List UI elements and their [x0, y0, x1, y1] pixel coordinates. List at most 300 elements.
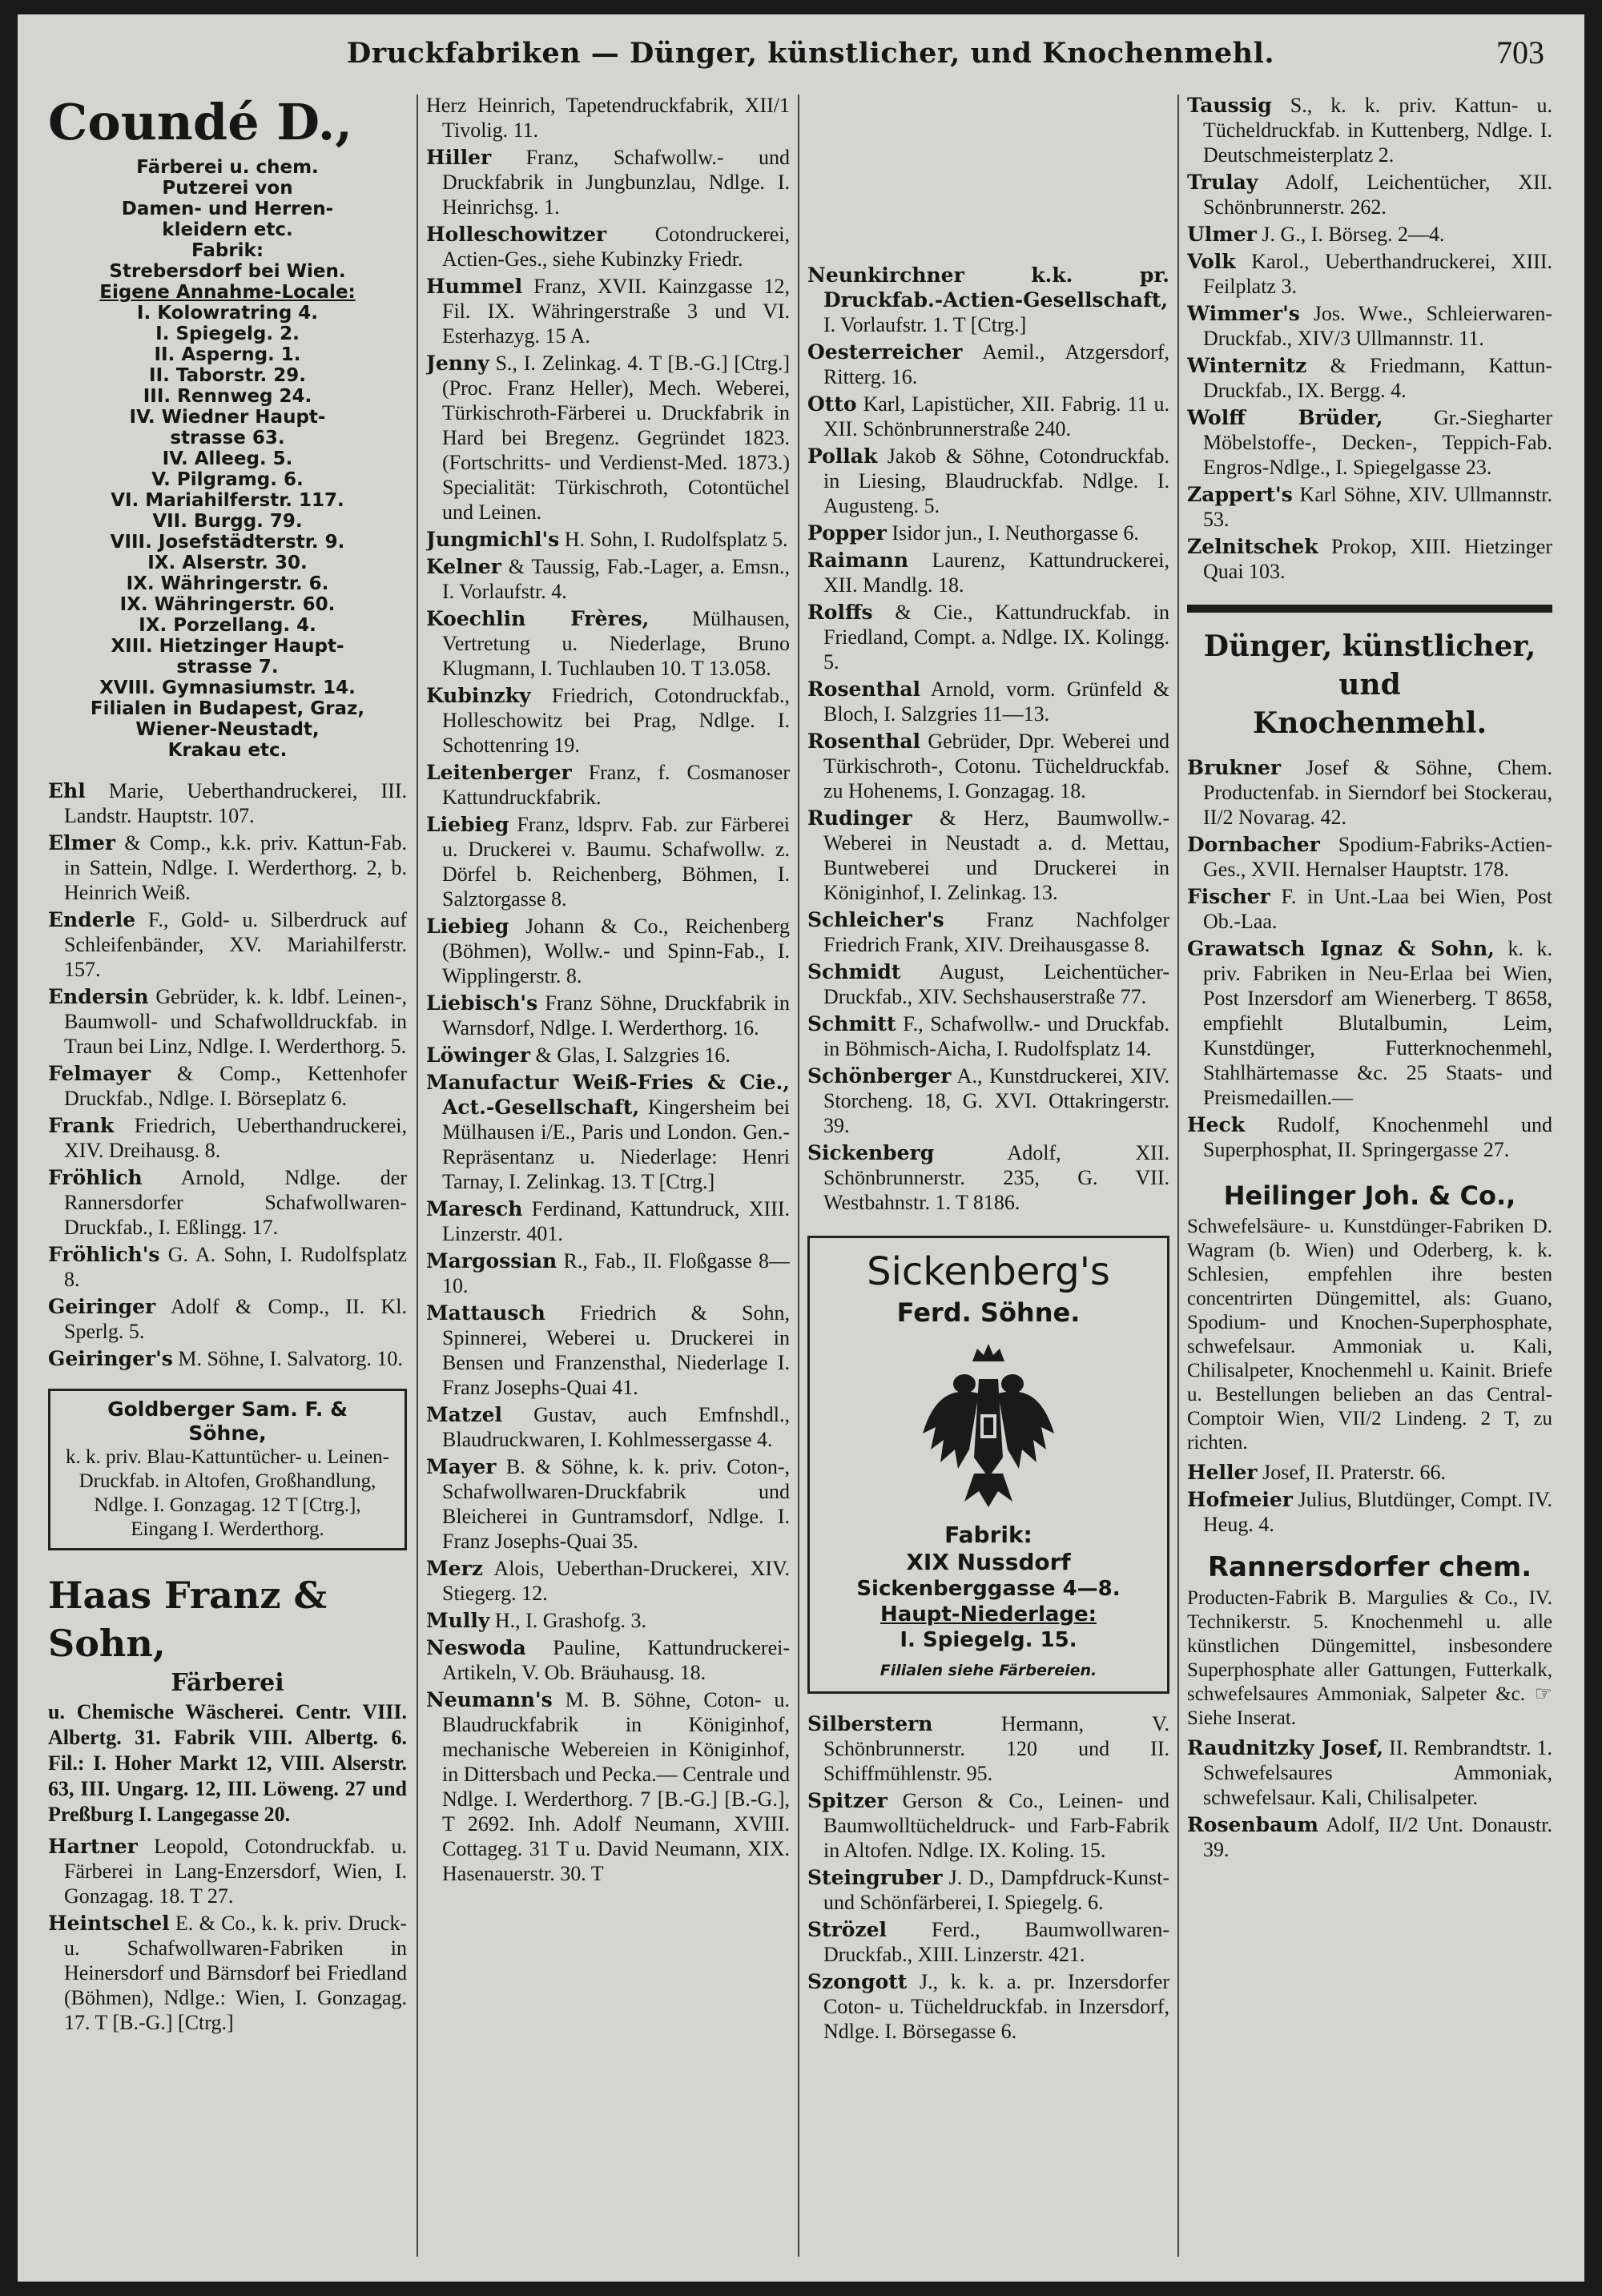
- entry-name: Endersin: [48, 985, 149, 1008]
- directory-entry: [1187, 353, 1552, 403]
- entry-text: M. B. Söhne, Coton- u. Blaudruckfabrik in Königinhof, mechanische Webereien in Königinhof, in Dittersbach und Pecka.— Centrale und Ndlge. I. Werderthorg. 7 [B.-G.] [B.-G.], T 2692. Inh. Adolf Neumann, XVIII. Cottageg. 31 T u. David Neumann, XIX. Hasenauerstr. 30. T: [442, 1688, 790, 1885]
- advert-line: IX. Währingerstr. 6.: [126, 573, 329, 594]
- entry-text: F., Schafwollw.- und Druckfab. in Böhmisch-Aicha, I. Rudolfsplatz 14.: [823, 1012, 1169, 1060]
- advert-title: Rannersdorfer chem.: [1207, 1551, 1532, 1583]
- entry-name: Winternitz: [1187, 354, 1307, 377]
- advert-line: II. Asperng. 1.: [154, 344, 301, 365]
- entry-name: Jungmichl's: [426, 528, 560, 551]
- directory-entry: [807, 1711, 1169, 1786]
- entry-text: Pauline, Kattundruckerei-Artikeln, V. Ob. Bräuhausg. 18.: [442, 1636, 790, 1684]
- entry-name: Rosenthal: [807, 678, 921, 701]
- directory-entry: [426, 991, 790, 1040]
- entry-name: Pollak: [807, 444, 878, 468]
- advert-line: Strebersdorf bei Wien.: [109, 261, 346, 282]
- directory-entry: [426, 812, 790, 911]
- advert-line: IV. Alleeg. 5.: [162, 448, 293, 469]
- entry-text: Franz, ldsprv. Fab. zur Färberei u. Druckerei v. Baumu. Schafwollw. z. Dörfel b. Reichenberg, Böhmen, I. Salztorgasse 8.: [442, 813, 790, 911]
- entry-name: Rosenthal: [807, 730, 921, 753]
- entry-name: Matzel: [426, 1403, 503, 1426]
- entry-text: II. Rembrandtstr. 1. Schwefelsaures Ammoniak, schwefelsaur. Kali, Chilisalpeter.: [1203, 1736, 1552, 1809]
- entry-name: Sickenberg: [807, 1141, 935, 1164]
- directory-entry: [807, 806, 1169, 905]
- entry-text: Leopold, Cotondruckfab. u. Färberei in Lang-Enzersdorf, Wien, I. Gonzagag. 18. T 27.: [64, 1835, 407, 1908]
- entry-text: Friedrich, Ueberthandruckerei, XIV. Dreihausg. 8.: [64, 1114, 407, 1162]
- advert-line: VII. Burgg. 79.: [152, 511, 303, 532]
- column-rule: [417, 94, 418, 2257]
- advert-title: Goldberger Sam. F. &: [107, 1397, 348, 1421]
- directory-entry: [1187, 249, 1552, 299]
- directory-entry: [1187, 222, 1552, 247]
- entry-name: Margossian: [426, 1249, 557, 1273]
- entry-text: Jakob & Söhne, Cotondruckfab. in Liesing, Blaudruckfab. Ndlge. I. Augusteng. 5.: [823, 444, 1169, 517]
- entry-name: Fröhlich's: [48, 1243, 160, 1266]
- directory-entry: [48, 1911, 407, 2035]
- directory-entry: [807, 1969, 1169, 2044]
- entry-text: Gebrüder, k. k. ldbf. Leinen-, Baumwoll- und Schafwolldruckfab. in Traun bei Linz, Ndlge. I. Werderthorg. 5.: [64, 985, 407, 1058]
- column-3: [807, 88, 1169, 2258]
- entry-text: Josef, II. Praterstr. 66.: [1257, 1461, 1447, 1484]
- entry-name: Ehl: [48, 779, 86, 802]
- entry-text: F. in Unt.-Laa bei Wien, Post Ob.-Laa.: [1203, 885, 1552, 933]
- entry-name: Neswoda: [426, 1636, 526, 1659]
- entry-name: Fischer: [1187, 885, 1270, 908]
- entry-list: [1187, 93, 1552, 584]
- entry-text: Karl, Lapistücher, XII. Fabrig. 11 u. XII. Schönbrunnerstraße 240.: [823, 392, 1169, 440]
- entry-name: Hummel: [426, 275, 523, 298]
- advert-rannersdorfer: [1187, 1548, 1552, 1731]
- advert-line: III. Rennweg 24.: [143, 386, 312, 407]
- entry-text: H. Sohn, I. Rudolfsplatz 5.: [559, 528, 788, 551]
- entry-name: Schmidt: [807, 960, 901, 983]
- advert-line: Sickenberggasse 4—8.: [856, 1577, 1121, 1601]
- directory-entry: [1187, 534, 1552, 584]
- entry-text: Cotondruckerei, Actien-Ges., siehe Kubinzky Friedr.: [442, 223, 790, 271]
- entry-name: Neunkirchner k.k. pr. Druckfab.-Actien-Gesellschaft,: [807, 263, 1169, 312]
- entry-text: & Herz, Baumwollw.-Weberei in Neustadt a. d. Mettau, Buntweberei und Druckerei in Königinhof, I. Zelinkag. 13.: [823, 806, 1169, 904]
- entry-name: Enderle: [48, 908, 136, 931]
- advert-line: I. Spiegelg. 2.: [155, 324, 300, 344]
- directory-entry: [426, 683, 790, 758]
- entry-text: Rudolf, Knochenmehl und Superphosphat, II. Springergasse 27.: [1203, 1113, 1552, 1161]
- directory-entry: [1187, 755, 1552, 830]
- entry-name: Trulay: [1187, 171, 1258, 194]
- directory-entry: [426, 1249, 790, 1298]
- entry-text: Adolf & Comp., II. Kl. Sperlg. 5.: [64, 1295, 407, 1343]
- directory-entry: [1187, 832, 1552, 882]
- directory-entry: [426, 145, 790, 219]
- directory-entry: [1187, 1487, 1552, 1537]
- directory-entry: [807, 521, 1169, 545]
- advert-line: IX. Porzellang. 4.: [139, 615, 316, 636]
- directory-entry: [807, 1788, 1169, 1863]
- entry-name: Geiringer: [48, 1295, 156, 1318]
- entry-name: Neumann's: [426, 1688, 553, 1711]
- entry-text: Hermann, V. Schönbrunnerstr. 120 und II. Schiffmühlenstr. 95.: [823, 1712, 1169, 1785]
- entry-name: Mayer: [426, 1455, 497, 1478]
- directory-entry: [426, 222, 790, 271]
- entry-name: Steingruber: [807, 1866, 943, 1889]
- entry-name: Spitzer: [807, 1789, 888, 1812]
- directory-entry: [807, 1064, 1169, 1138]
- entry-name: Heintschel: [48, 1912, 170, 1935]
- advert-line: Färberei u. chem.: [136, 157, 319, 178]
- directory-entry: [426, 1196, 790, 1246]
- advert-line: kleidern etc.: [162, 219, 293, 240]
- entry-name: Dornbacher: [1187, 833, 1320, 856]
- directory-entry: [807, 959, 1169, 1009]
- entry-name: Leitenberger: [426, 761, 572, 784]
- advert-sickenberg: [807, 1236, 1169, 1694]
- entry-text: J., k. k. a. pr. Inzersdorfer Coton- u. Tücheldruckfab. in Inzersdorf, Ndlge. I. Börsegasse 6.: [823, 1970, 1169, 2043]
- entry-name: Mattausch: [426, 1301, 545, 1325]
- entry-name: Kelner: [426, 555, 501, 578]
- entry-name: Szongott: [807, 1970, 908, 1993]
- directory-entry: [426, 1454, 790, 1554]
- advert-body: k. k. priv. Blau-Kattuntücher- u. Leinen-Druckfab. in Altofen, Großhandlung, Ndlge. I. Gonzagag. 12 T [Ctrg.], Eingang I. Werderthorg.: [65, 1446, 389, 1540]
- advert-line: strasse 63.: [170, 428, 285, 448]
- advert-line: XIX Nussdorf: [906, 1549, 1071, 1575]
- entry-text: I. Vorlaufstr. 1. T [Ctrg.]: [823, 313, 1027, 336]
- entry-name: Wolff Brüder,: [1187, 406, 1383, 429]
- directory-page: [18, 14, 1584, 2282]
- entry-text: Arnold, Ndlge. der Rannersdorfer Schafwollwaren-Druckfab., I. Eßlingg. 17.: [64, 1166, 407, 1239]
- entry-text: Isidor jun., I. Neuthorgasse 6.: [886, 521, 1139, 545]
- entry-name: Liebieg: [426, 915, 509, 938]
- page-header: [18, 14, 1584, 88]
- entry-list: [1187, 1735, 1552, 1862]
- entry-name: Raudnitzky Josef,: [1187, 1736, 1384, 1759]
- entry-name: Silberstern: [807, 1712, 933, 1735]
- directory-entry: [1187, 884, 1552, 934]
- advert-line: IX. Währingerstr. 60.: [119, 594, 336, 615]
- section-title: Knochenmehl.: [1252, 706, 1487, 740]
- entry-text: F., Gold- u. Silberdruck auf Schleifenbänder, XV. Mariahilferstr. 157.: [64, 908, 407, 981]
- entry-list: [426, 93, 790, 1886]
- entry-name: Geiringer's: [48, 1347, 173, 1370]
- directory-entry: [426, 1301, 790, 1400]
- directory-entry: [807, 1011, 1169, 1061]
- entry-text: M. Söhne, I. Salvatorg. 10.: [172, 1347, 403, 1370]
- entry-text: & Friedmann, Kattun-Druckfab., IX. Bergg. 4.: [1203, 354, 1552, 402]
- directory-entry: [426, 351, 790, 525]
- entry-name: Strözel: [807, 1918, 888, 1941]
- directory-entry: [807, 263, 1169, 337]
- directory-entry: [807, 907, 1169, 957]
- running-head: Druckfabriken — Dünger, künstlicher, und Knochenmehl.: [346, 37, 1275, 70]
- entry-name: Merz: [426, 1557, 483, 1580]
- entry-name: Liebisch's: [426, 991, 538, 1015]
- entry-text: Friedrich & Sohn, Spinnerei, Weberei u. Druckerei in Bensen und Franzensthal, Niederlage I. Franz Josephs-Quai 41.: [442, 1301, 790, 1399]
- directory-entry: [426, 1070, 790, 1194]
- entry-name: Schmitt: [807, 1012, 896, 1035]
- entry-text: Laurenz, Kattundruckerei, XII. Mandlg. 18.: [823, 549, 1169, 597]
- directory-entry: [48, 1346, 407, 1371]
- entry-name: Heller: [1187, 1461, 1258, 1484]
- directory-entry: [807, 1917, 1169, 1967]
- entry-text: Kingersheim bei Mülhausen i/E., Paris und London. Gen.-Repräsentanz u. Niederlage: Henri Tarnay, I. Zelinkag. 13. T [Ctrg.]: [442, 1096, 790, 1193]
- entry-name: Schönberger: [807, 1064, 952, 1088]
- directory-entry: [807, 444, 1169, 518]
- entry-text: Prokop, XIII. Hietzinger Quai 103.: [1203, 535, 1552, 583]
- advert-line: IV. Wiedner Haupt-: [129, 407, 326, 428]
- entry-text: Josef & Söhne, Chem. Productenfab. in Sierndorf bei Stockerau, II/2 Novarag. 42.: [1203, 756, 1552, 829]
- advert-line: VIII. Josefstädterstr. 9.: [110, 532, 345, 553]
- advert-line: V. Pilgramg. 6.: [151, 469, 304, 490]
- entry-text: Franz Nachfolger Friedrich Frank, XIV. Dreihausgasse 8.: [823, 908, 1169, 956]
- entry-text: Adolf, XII. Schönbrunnerstr. 235, G. VII. Westbahnstr. 1. T 8186.: [823, 1141, 1169, 1214]
- entry-name: Manufactur Weiß-Fries & Cie., Act.-Gesellschaft,: [426, 1071, 790, 1119]
- entry-text: August, Leichentücher-Druckfab., XIV. Sechshauserstraße 77.: [823, 960, 1169, 1008]
- entry-text: S., I. Zelinkag. 4. T [B.-G.] [Ctrg.] (Proc. Franz Heller), Mech. Weberei, Türkischroth-Färberei u. Druckfabrik in Hard bei Bregenz. Gegründet 1823. (Fortschritts- und Verdienst-Med. 1873.) Specialität: Türkischroth, Cotontüchel und Leinen.: [442, 352, 790, 524]
- directory-entry: [48, 1242, 407, 1292]
- advert-title: Söhne,: [188, 1421, 267, 1445]
- entry-text: Gerson & Co., Leinen- und Baumwolltücheldruck- und Farb-Fabrik in Altofen. Ndlge. IX. Koling. 15.: [823, 1789, 1169, 1862]
- entry-name: Kubinzky: [426, 684, 531, 707]
- directory-entry: [807, 600, 1169, 674]
- directory-entry: [48, 907, 407, 982]
- entry-text: R., Fab., II. Floßgasse 8—10.: [442, 1249, 790, 1297]
- section-divider: [1187, 605, 1552, 613]
- entry-name: Elmer: [48, 831, 116, 854]
- directory-entry: [426, 527, 790, 552]
- directory-entry: [426, 274, 790, 348]
- advert-line: IX. Alserstr. 30.: [147, 553, 308, 573]
- entry-name: Oesterreicher: [807, 340, 963, 364]
- eagle-emblem-icon: [916, 1337, 1061, 1514]
- entry-name: Brukner: [1187, 756, 1282, 779]
- directory-entry: [1187, 405, 1552, 480]
- entry-name: Heck: [1187, 1113, 1246, 1136]
- advert-line: Krakau etc.: [167, 740, 288, 761]
- advert-line: Fabrik:: [944, 1522, 1032, 1548]
- advert-line: XVIII. Gymnasiumstr. 14.: [99, 678, 356, 698]
- advert-line: VI. Mariahilferstr. 117.: [111, 490, 344, 511]
- advert-line: Eigene Annahme-Locale:: [99, 282, 356, 303]
- entry-text: & Glas, I. Salzgries 16.: [530, 1043, 731, 1067]
- advert-line: Damen- und Herren-: [121, 199, 334, 219]
- entry-list: [48, 1834, 407, 2035]
- entry-text: H., I. Grashofg. 3.: [489, 1609, 647, 1632]
- entry-text: A., Kunstdruckerei, XIV. Storcheng. 18, G. XVI. Ottakringerstr. 39.: [823, 1064, 1169, 1137]
- advert-body: u. Chemische Wäscherei. Centr. VIII. Albertg. 31. Fabrik VIII. Albertg. 6. Fil.: I. Hoher Markt 12, VIII. Alserstr. 63, III. Ungarg. 12, III. Löweng. 27 und Preßburg I. Langegasse 20.: [48, 1700, 407, 1826]
- column-rule: [1177, 94, 1179, 2257]
- entry-name: Koechlin Frères,: [426, 607, 650, 630]
- directory-entry: [48, 1834, 407, 1908]
- entry-text: Franz, XVII. Kainzgasse 12, Fil. IX. Währingerstraße 3 und VI. Esterhazyg. 15 A.: [442, 275, 790, 348]
- advert-title: Sickenberg's: [867, 1249, 1110, 1294]
- advert-line: II. Taborstr. 29.: [149, 365, 306, 386]
- entry-text: Franz, f. Cosmanoser Kattundruckfabrik.: [442, 761, 790, 809]
- entry-text: J. G., I. Börseg. 2—4.: [1256, 223, 1445, 246]
- entry-name: Popper: [807, 521, 887, 545]
- directory-entry: [1187, 1812, 1552, 1862]
- directory-entry: [48, 1061, 407, 1111]
- directory-entry: [426, 1043, 790, 1068]
- directory-entry: [807, 677, 1169, 726]
- entry-name: Hiller: [426, 146, 492, 169]
- column-rule: [798, 94, 799, 2257]
- entry-name: Frank: [48, 1114, 115, 1137]
- entry-name: Felmayer: [48, 1062, 151, 1085]
- entry-list: [807, 1711, 1169, 2044]
- entry-name: Raimann: [807, 549, 909, 572]
- entry-text: Mülhausen, Vertretung u. Niederlage, Bruno Klugmann, I. Tuchlauben 10. T 13.058.: [442, 607, 790, 680]
- advert-line: XIII. Hietzinger Haupt-: [111, 636, 344, 657]
- entry-name: Fröhlich: [48, 1166, 143, 1189]
- directory-entry: [426, 606, 790, 681]
- directory-entry: [426, 554, 790, 604]
- column-2: [426, 88, 790, 2258]
- directory-entry: [807, 340, 1169, 389]
- entry-text: & Comp., Kettenhofer Druckfab., Ndlge. I. Börseplatz 6.: [64, 1062, 407, 1110]
- entry-name: Hofmeier: [1187, 1488, 1293, 1511]
- entry-name: Zappert's: [1187, 483, 1293, 506]
- entry-name: Grawatsch Ignaz & Sohn,: [1187, 937, 1495, 960]
- directory-entry: [807, 1865, 1169, 1915]
- entry-text: Johann & Co., Reichenberg (Böhmen), Wollw.- und Spinn-Fab., I. Wipplingerstr. 8.: [442, 915, 790, 987]
- directory-entry: [426, 1687, 790, 1886]
- entry-text: k. k. priv. Fabriken in Neu-Erlaa bei Wien, Post Inzersdorf am Wienerberg. T 8658, empfiehlt Blutalbumin, Leim, Kunstdünger, Futterknochenmehl, Stahlhärtemasse &c. 25 Staats- und Preismedaillen.—: [1203, 937, 1552, 1109]
- entry-text: S., k. k. priv. Kattun- u. Tücheldruckfab. in Kuttenberg, Ndlge. I. Deutschmeisterplatz 2.: [1203, 94, 1552, 167]
- directory-entry: [1187, 1112, 1552, 1162]
- advert-lines: [48, 157, 407, 761]
- advert-line: Filialen siehe Färbereien.: [879, 1662, 1097, 1679]
- directory-entry: [426, 914, 790, 988]
- entry-text: Herz Heinrich, Tapetendruckfabrik, XII/1 Tivolig. 11.: [426, 94, 790, 142]
- advert-subtitle: Färberei: [171, 1669, 284, 1697]
- section-title: Dünger, künstlicher, und: [1203, 629, 1536, 702]
- entry-list: [807, 263, 1169, 1215]
- entry-text: Gebrüder, Dpr. Weberei und Türkischroth-, Cotonu. Tücheldruckfab. zu Hohenems, I. Gonzagag. 18.: [823, 730, 1169, 802]
- entry-text: Adolf, Leichentücher, XII. Schönbrunnerstr. 262.: [1203, 171, 1552, 219]
- advert-line: Putzerei von: [162, 178, 293, 199]
- entry-name: Otto: [807, 392, 857, 416]
- directory-entry: [1187, 936, 1552, 1110]
- entry-name: Rosenbaum: [1187, 1813, 1318, 1836]
- directory-entry: [48, 778, 407, 828]
- advert-counde: [48, 93, 407, 761]
- directory-entry: [1187, 301, 1552, 351]
- entry-name: Rudinger: [807, 806, 912, 830]
- entry-name: Rolffs: [807, 601, 873, 624]
- entry-text: Ferd., Baumwollwaren-Druckfab., XIII. Linzerstr. 421.: [823, 1918, 1169, 1966]
- directory-entry: [426, 93, 790, 143]
- advert-title: Heilinger Joh. & Co.,: [1223, 1180, 1516, 1211]
- column-1: [48, 88, 407, 2258]
- entry-text: Spodium-Fabriks-Actien-Ges., XVII. Hernalser Hauptstr. 178.: [1203, 833, 1552, 881]
- directory-entry: [48, 984, 407, 1059]
- advert-line: I. Spiegelg. 15.: [900, 1628, 1077, 1652]
- entry-name: Schleicher's: [807, 908, 944, 931]
- directory-entry: [1187, 482, 1552, 532]
- entry-text: Franz, Schafwollw.- und Druckfabrik in Jungbunzlau, Ndlge. I. Heinrichsg. 1.: [442, 146, 790, 219]
- entry-list: [1187, 1460, 1552, 1537]
- directory-entry: [426, 760, 790, 810]
- advert-line: I. Kolowratring 4.: [136, 303, 319, 324]
- directory-entry: [807, 392, 1169, 441]
- entry-name: Mully: [426, 1609, 490, 1632]
- directory-entry: [426, 1556, 790, 1606]
- entry-name: Zelnitschek: [1187, 535, 1318, 558]
- entry-text: Aemil., Atzgersdorf, Ritterg. 16.: [823, 340, 1169, 388]
- directory-entry: [1187, 1460, 1552, 1485]
- entry-text: Gustav, auch Emfnshdl., Blaudruckwaren, I. Kohlmessergasse 4.: [442, 1403, 790, 1451]
- entry-name: Maresch: [426, 1197, 523, 1220]
- advert-title: Haas Franz & Sohn,: [48, 1574, 327, 1665]
- advert-heilinger: [1187, 1176, 1552, 1455]
- entry-name: Hartner: [48, 1835, 138, 1858]
- entry-name: Liebieg: [426, 813, 509, 836]
- directory-entry: [426, 1608, 790, 1633]
- directory-entry: [48, 830, 407, 905]
- advert-line: Fabrik:: [191, 240, 264, 261]
- directory-entry: [426, 1402, 790, 1452]
- entry-text: Jos. Wwe., Schleierwaren-Druckfab., XIV/3 Ullmannstr. 11.: [1203, 302, 1552, 350]
- entry-text: Karol., Ueberthandruckerei, XIII. Feilplatz 3.: [1203, 250, 1552, 298]
- entry-name: Holleschowitzer: [426, 223, 607, 246]
- advert-line: strasse 7.: [176, 657, 279, 678]
- entry-name: Löwinger: [426, 1043, 531, 1067]
- advert-haas: [48, 1571, 407, 1828]
- advert-title: Coundé D.,: [48, 93, 352, 151]
- directory-entry: [1187, 93, 1552, 167]
- entry-text: Marie, Ueberthandruckerei, III. Landstr. Hauptstr. 107.: [64, 779, 407, 827]
- directory-entry: [807, 729, 1169, 803]
- entry-text: Alois, Ueberthan-Druckerei, XIV. Stiegerg. 12.: [442, 1557, 790, 1605]
- advert-line: Filialen in Budapest, Graz,: [90, 698, 365, 719]
- entry-name: Ulmer: [1187, 223, 1257, 246]
- advert-subtitle: Ferd. Söhne.: [896, 1297, 1081, 1328]
- directory-entry: [48, 1113, 407, 1163]
- entry-text: & Comp., k.k. priv. Kattun-Fab. in Sattein, Ndlge. I. Werderthorg. 2, b. Heinrich Weiß.: [64, 831, 407, 904]
- directory-entry: [1187, 1735, 1552, 1810]
- entry-text: Arnold, vorm. Grünfeld & Bloch, I. Salzgries 11—13.: [823, 678, 1169, 726]
- directory-entry: [807, 548, 1169, 597]
- entry-list: [1187, 755, 1552, 1162]
- entry-text: E. & Co., k. k. priv. Druck- u. Schafwollwaren-Fabriken in Heinersdorf und Bärnsdorf bei Friedland (Böhmen), Ndlge.: Wien, I. Gonzagag. 17. T [B.-G.] [Ctrg.]: [64, 1912, 407, 2034]
- entry-name: Taussig: [1187, 94, 1272, 117]
- entry-list: [48, 778, 407, 1371]
- directory-entry: [48, 1294, 407, 1344]
- directory-entry: [48, 1165, 407, 1240]
- entry-name: Jenny: [426, 352, 489, 375]
- entry-text: Karl Söhne, XIV. Ullmannstr. 53.: [1203, 483, 1552, 531]
- advert-body: Schwefelsäure- u. Kunstdünger-Fabriken D. Wagram (b. Wien) und Oderberg, k. k. Schlesien, empfehlen ihre besten concentrirten Düngemittel, als: Guano, Spodium- und Knochen-Superphosphate, schwefelsaur. Ammoniak u. Kali, Chilisalpeter, Knochenmehl u. Kainit. Briefe u. Bestellungen belieben an das Central-Comptoir Wien, VII/2 Lindeng. 2 T, zu richten.: [1187, 1216, 1552, 1454]
- entry-text: Julius, Blutdünger, Compt. IV. Heug. 4.: [1203, 1488, 1552, 1536]
- entry-text: B. & Söhne, k. k. priv. Coton-, Schafwollwaren-Druckfabrik und Bleicherei in Guntramsdorf, Ndlge. I. Franz Josephs-Quai 35.: [442, 1455, 790, 1553]
- entry-name: Volk: [1187, 250, 1236, 273]
- advert-body: Producten-Fabrik B. Margulies & Co., IV. Technikerstr. 5. Knochenmehl u. alle künstlichen Düngemittel, insbesondere Superphosphate aller Gattungen, Futterkalk, schwefelsaures Ammoniak, Salpeter &c. ☞ Siehe Inserat.: [1187, 1587, 1552, 1729]
- entry-text: Adolf, II/2 Unt. Donaustr. 39.: [1203, 1813, 1552, 1861]
- entry-text: Franz Söhne, Druckfabrik in Warnsdorf, Ndlge. I. Werderthorg. 16.: [442, 991, 790, 1039]
- entry-text: Ferdinand, Kattundruck, XIII. Linzerstr. 401.: [442, 1197, 790, 1245]
- column-4: [1187, 88, 1552, 2258]
- entry-text: Gr.-Siegharter Möbelstoffe-, Decken-, Teppich-Fab. Engros-Ndlge., I. Spiegelgasse 23.: [1203, 406, 1552, 479]
- directory-entry: [426, 1635, 790, 1685]
- directory-entry: [1187, 170, 1552, 219]
- entry-text: G. A. Sohn, I. Rudolfsplatz 8.: [64, 1243, 407, 1291]
- advert-line: Wiener-Neustadt,: [135, 719, 320, 740]
- advert-goldberger: [48, 1389, 407, 1550]
- entry-text: & Taussig, Fab.-Lager, a. Emsn., I. Vorlaufstr. 4.: [442, 555, 790, 603]
- advert-line: Haupt-Niederlage:: [879, 1602, 1097, 1627]
- page-number: 703: [1496, 34, 1544, 70]
- entry-text: & Cie., Kattundruckfab. in Friedland, Compt. a. Ndlge. IX. Kolingg. 5.: [823, 601, 1169, 674]
- entry-text: Friedrich, Cotondruckfab., Holleschowitz bei Prag, Ndlge. I. Schottenring 19.: [442, 684, 790, 757]
- entry-name: Wimmer's: [1187, 302, 1300, 325]
- entry-text: J. D., Dampfdruck-Kunst- und Schönfärberei, I. Spiegelg. 6.: [823, 1866, 1169, 1914]
- directory-entry: [807, 1140, 1169, 1215]
